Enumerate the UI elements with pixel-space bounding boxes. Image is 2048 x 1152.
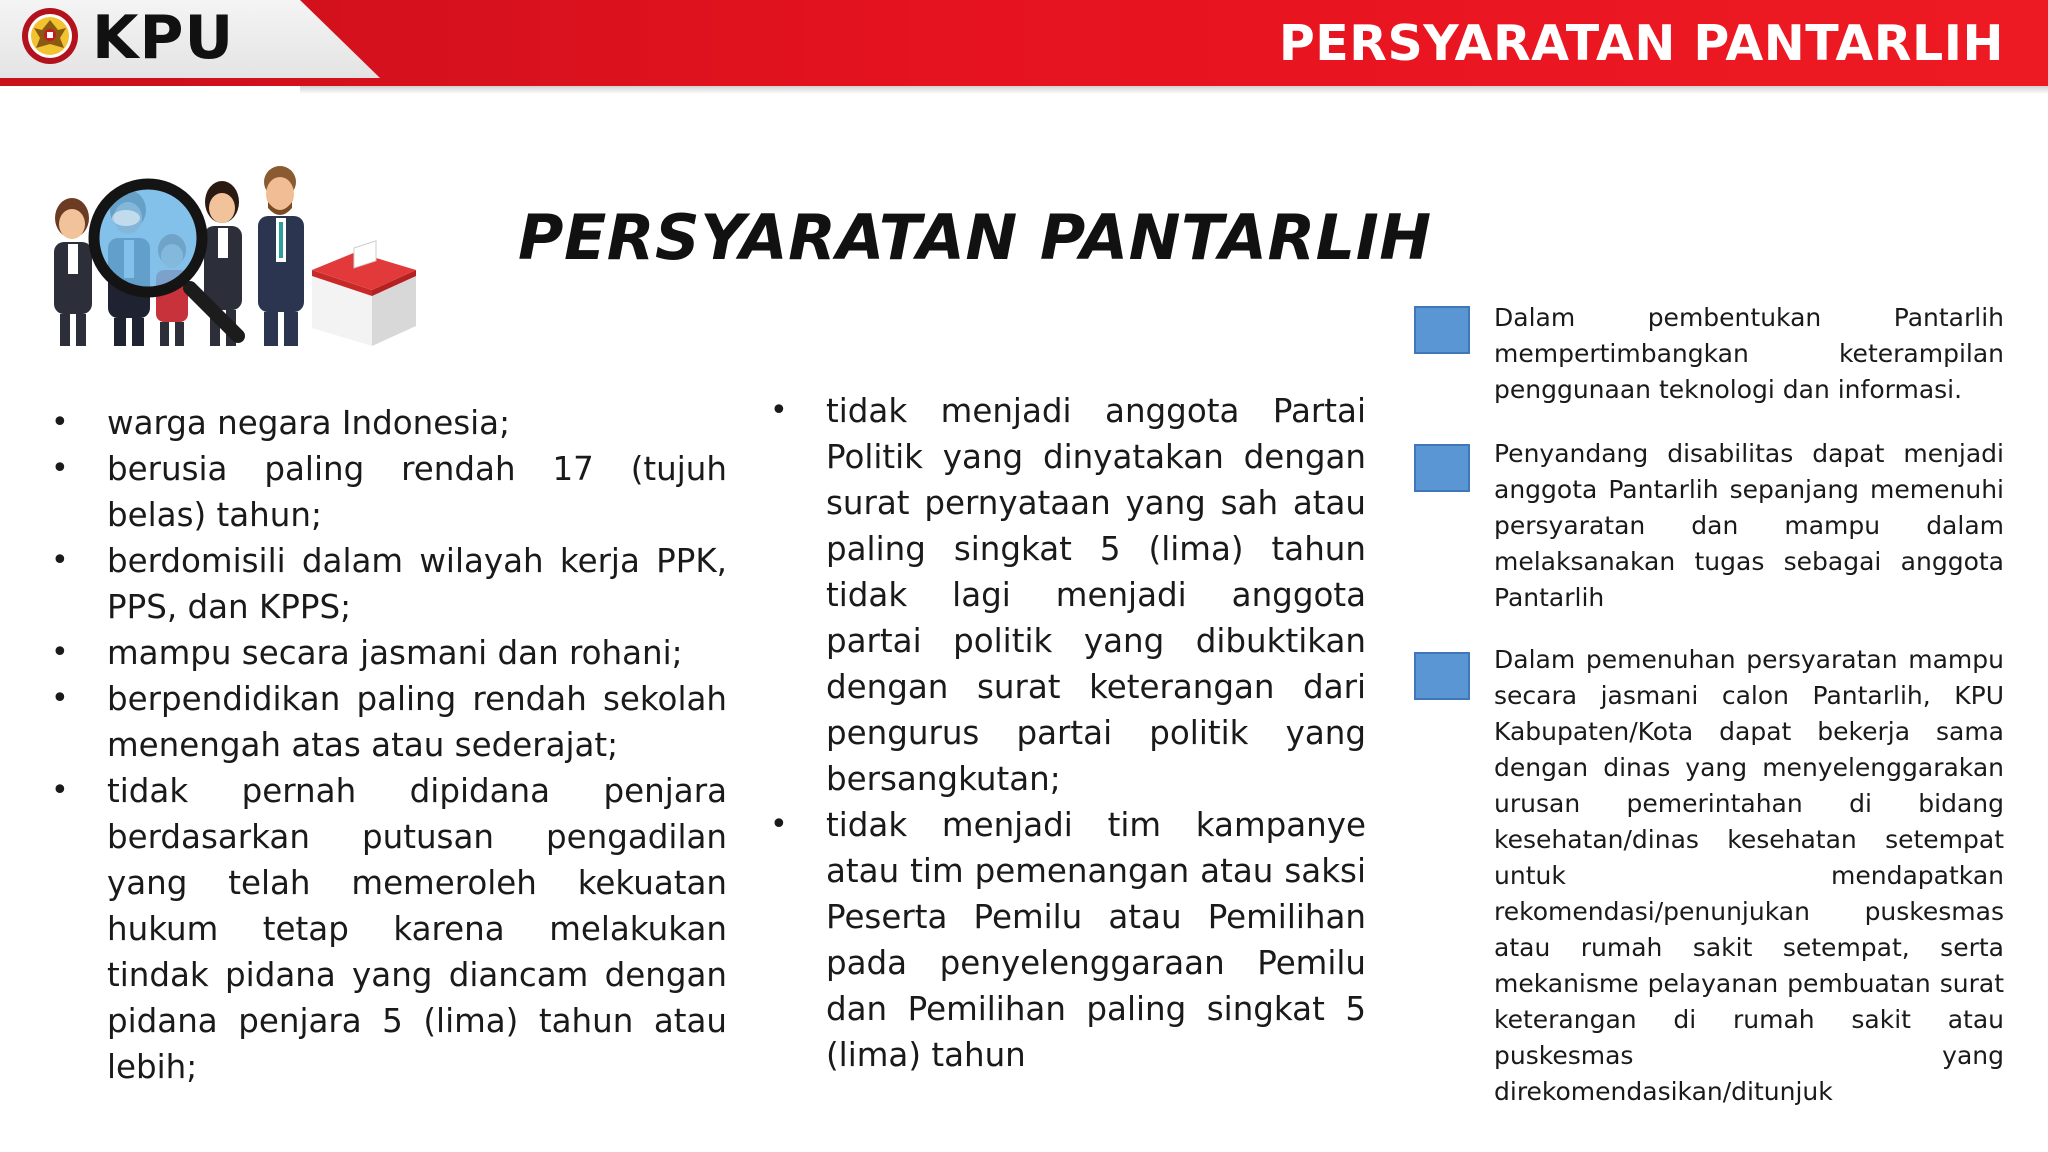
requirements-list-left bbox=[51, 400, 727, 1090]
slide-header bbox=[0, 0, 2048, 90]
ballot-box-icon bbox=[312, 241, 416, 346]
list-item bbox=[51, 768, 727, 1090]
note-text: Dalam pemenuhan persyaratan mampu secara jasmani calon Pantarlih, KPU Kabupaten/Kota dapat bekerja sama dengan dinas yang menyelenggarakan urusan pemerintahan di bidang kesehatan/dinas kesehatan setempat untuk mendapatkan rekomendasi/penunjukan puskesmas atau rumah sakit setempat, serta mekanisme pelayanan pembuatan surat keterangan di rumah sakit atau puskesmas yang direkomendasikan/ditunjuk bbox=[1494, 645, 2004, 1106]
list-item-text: tidak menjadi tim kampanye atau tim pemenangan atau saksi Peserta Pemilu atau Pemilihan pada penyelenggaraan Pemilu dan Pemilihan paling singkat 5 (lima) tahun bbox=[826, 806, 1366, 1074]
list-item-text: berusia paling rendah 17 (tujuh belas) tahun; bbox=[107, 450, 727, 534]
bullet-icon: • bbox=[51, 635, 69, 670]
list-item-text: berdomisili dalam wilayah kerja PPK, PPS, dan KPPS; bbox=[107, 542, 727, 626]
bullet-icon: • bbox=[770, 807, 788, 842]
brand-name: KPU bbox=[92, 3, 235, 73]
requirements-list-middle bbox=[770, 388, 1366, 1078]
page-title: PERSYARATAN PANTARLIH bbox=[518, 201, 1432, 274]
list-item bbox=[770, 802, 1366, 1078]
person-illustration bbox=[54, 198, 92, 346]
list-item bbox=[51, 446, 727, 538]
list-item bbox=[51, 630, 727, 676]
list-item bbox=[51, 538, 727, 630]
note-marker-square bbox=[1414, 444, 1470, 492]
bullet-icon: • bbox=[51, 773, 69, 808]
list-item-text: tidak menjadi anggota Partai Politik yang dinyatakan dengan surat pernyataan yang sah atau paling singkat 5 (lima) tahun tidak lagi menjadi anggota partai politik yang dibuktikan dengan surat keterangan dari pengurus partai politik yang bersangkutan; bbox=[826, 392, 1366, 798]
list-item-text: berpendidikan paling rendah sekolah menengah atas atau sederajat; bbox=[107, 680, 727, 764]
voters-magnifier-ballot-box-illustration bbox=[40, 160, 420, 350]
note-text: Dalam pembentukan Pantarlih mempertimbangkan keterampilan penggunaan teknologi dan informasi. bbox=[1494, 303, 2004, 404]
note-marker-square bbox=[1414, 652, 1470, 700]
note-text: Penyandang disabilitas dapat menjadi anggota Pantarlih sepanjang memenuhi persyaratan dan mampu dalam melaksanakan tugas sebagai anggota Pantarlih bbox=[1494, 439, 2004, 612]
list-item bbox=[770, 388, 1366, 802]
kpu-emblem-icon bbox=[20, 4, 80, 68]
bullet-icon: • bbox=[51, 543, 69, 578]
note-marker-square bbox=[1414, 306, 1470, 354]
bullet-icon: • bbox=[770, 393, 788, 428]
header-shadow bbox=[300, 86, 2048, 94]
header-title: PERSYARATAN PANTARLIH bbox=[1278, 15, 2004, 72]
list-item-text: mampu secara jasmani dan rohani; bbox=[107, 634, 683, 672]
list-item-text: warga negara Indonesia; bbox=[107, 404, 511, 442]
list-item bbox=[51, 676, 727, 768]
bullet-icon: • bbox=[51, 451, 69, 486]
list-item bbox=[51, 400, 727, 446]
list-item-text: tidak pernah dipidana penjara berdasarkan putusan pengadilan yang telah memeroleh kekuatan hukum tetap karena melakukan tindak pidana yang diancam dengan pidana penjara 5 (lima) tahun atau lebih; bbox=[107, 772, 727, 1086]
bullet-icon: • bbox=[51, 405, 69, 440]
bullet-icon: • bbox=[51, 681, 69, 716]
